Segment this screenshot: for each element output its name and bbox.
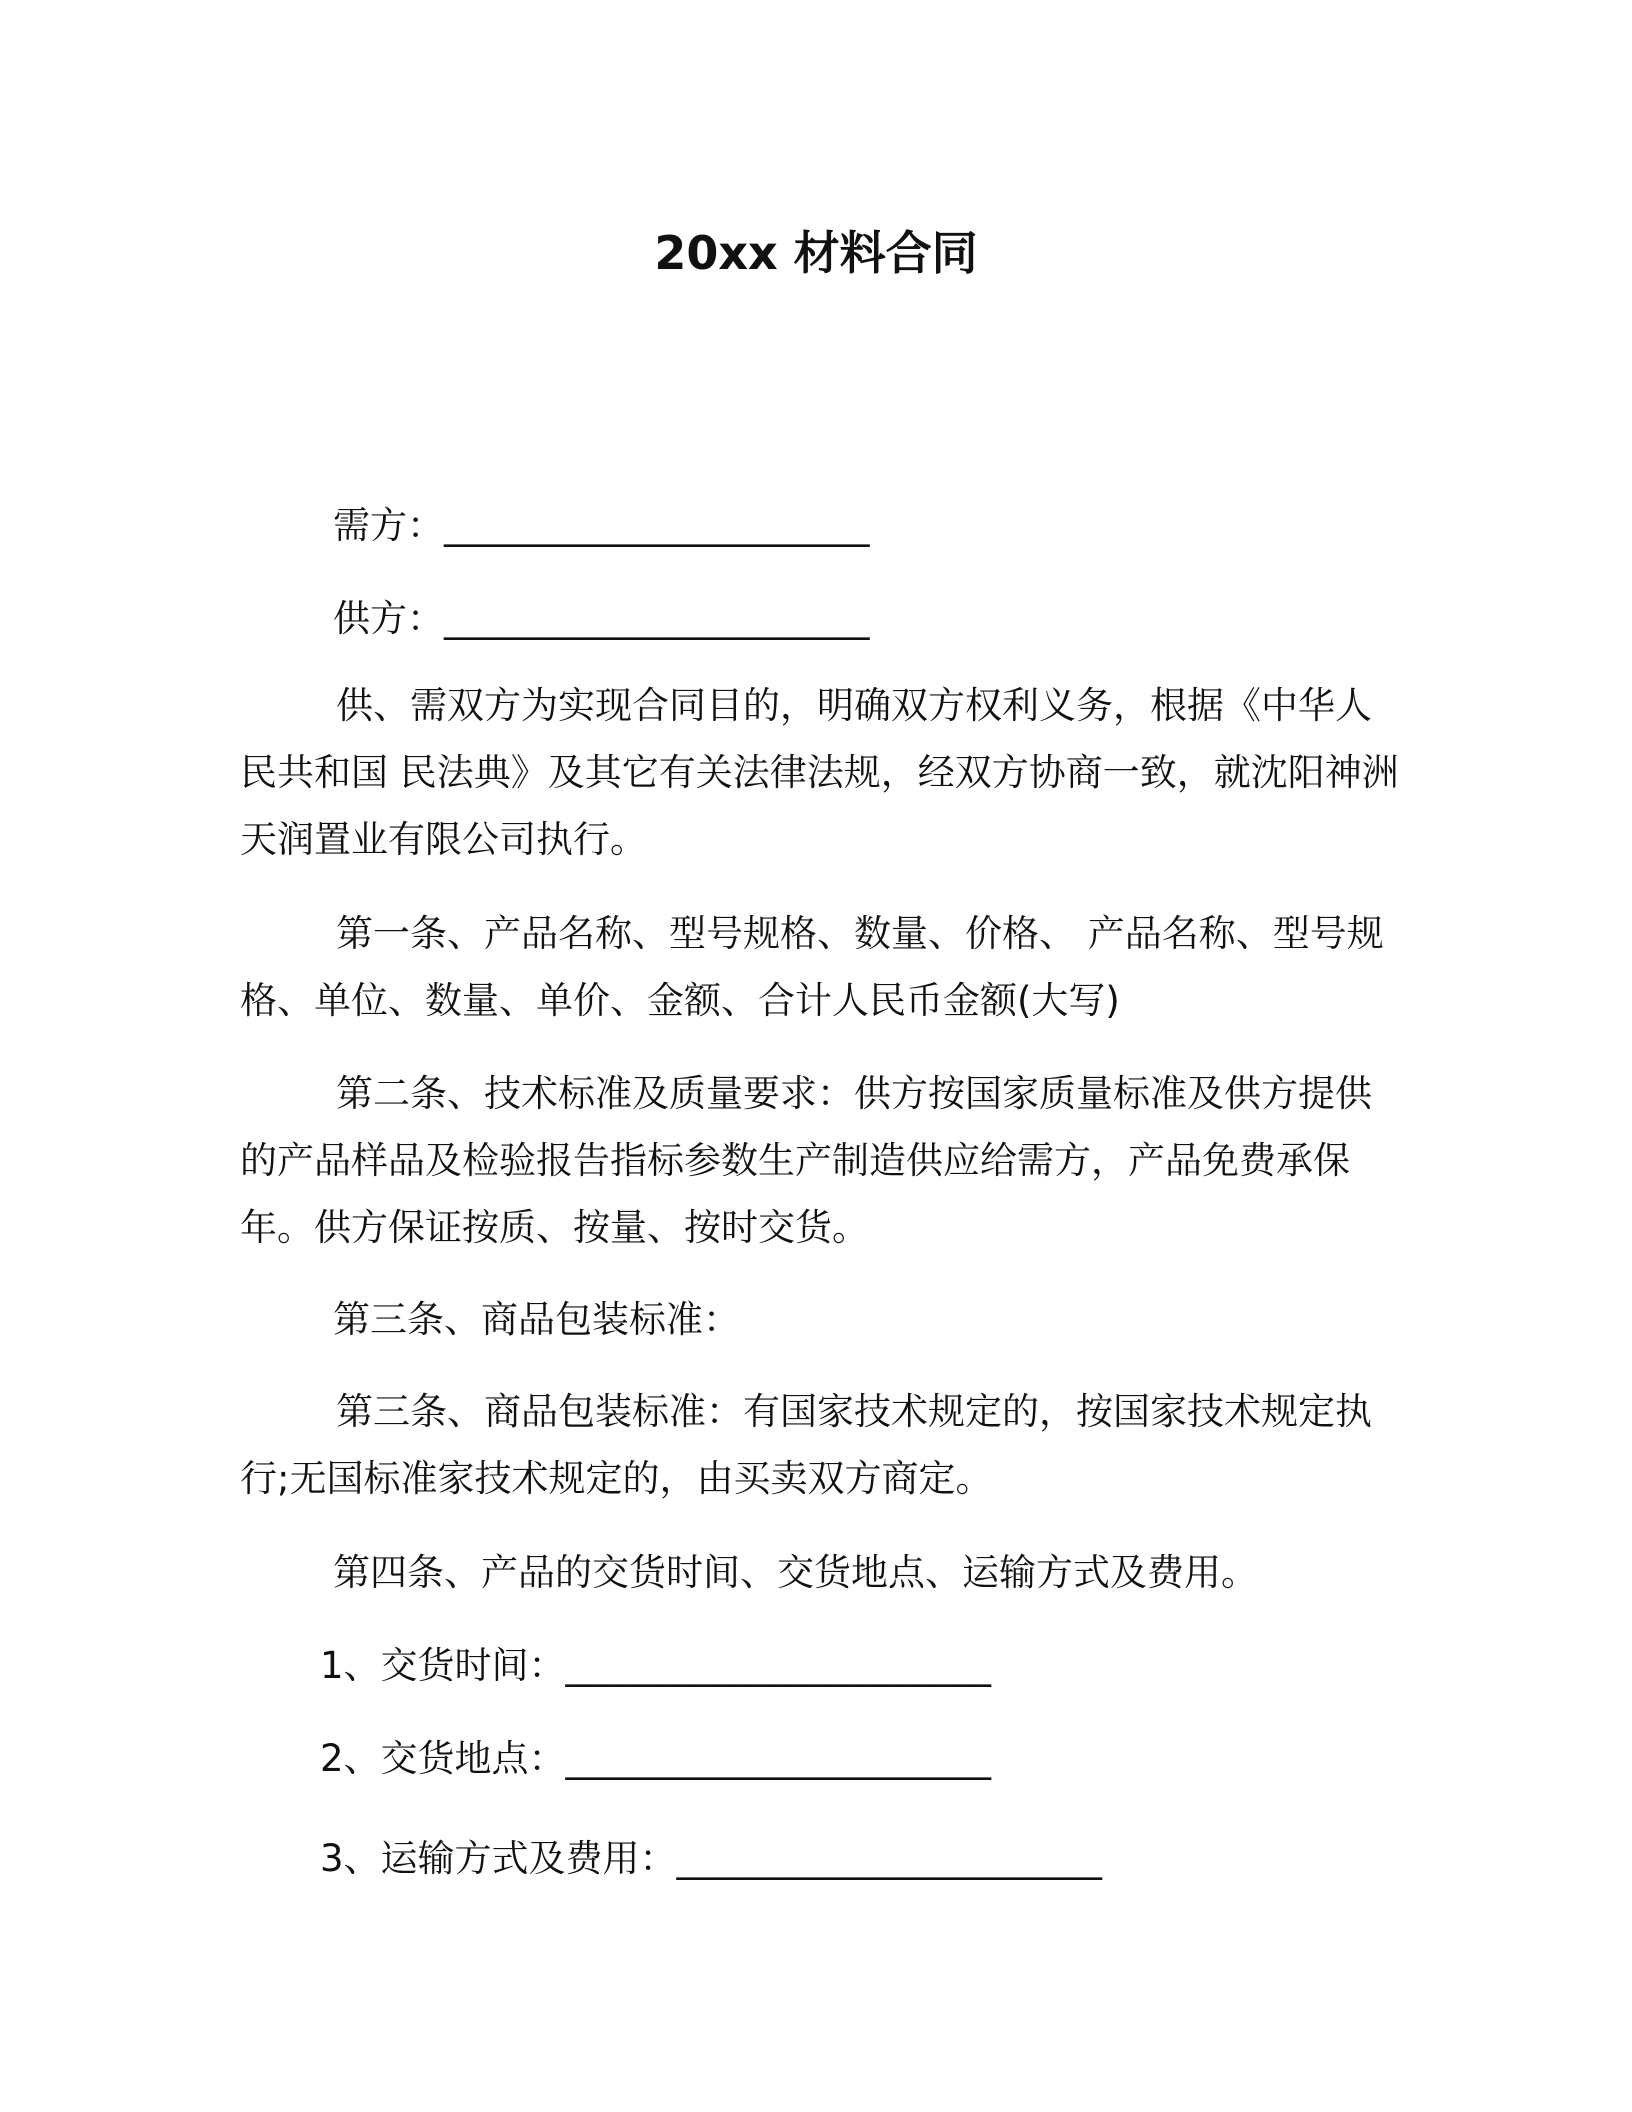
article-4-heading: 第四条、产品的交货时间、交货地点、运输方式及费用。 — [333, 1551, 1258, 1594]
article-1-paragraph: 第一条、产品名称、型号规格、数量、价格、 产品名称、型号规格、单位、数量、单价、金额、合计人民币金额(大写) — [240, 912, 1384, 1022]
document-title: 20xx 材料合同 — [654, 226, 978, 280]
article-3-paragraph: 第三条、商品包装标准：有国家技术规定的，按国家技术规定执行;无国标准家技术规定的，由买卖双方商定。 — [240, 1390, 1372, 1500]
supply-party-line: 供方：_______________________ — [333, 597, 870, 640]
article-2-paragraph: 第二条、技术标准及质量要求：供方按国家质量标准及供方提供的产品样品及检验报告指标参数生产制造供应给需方，产品免费承保年。供方保证按质、按量、按时交货。 — [240, 1072, 1372, 1249]
delivery-time-line: 1、交货时间：_______________________ — [320, 1644, 992, 1687]
transport-method-line: 3、运输方式及费用：_______________________ — [320, 1837, 1103, 1880]
preamble-paragraph: 供、需双方为实现合同目的，明确双方权利义务，根据《中华人民共和国 民法典》及其它有关法律法规，经双方协商一致，就沈阳神洲天润置业有限公司执行。 — [240, 684, 1399, 861]
demand-party-line: 需方：_______________________ — [333, 504, 870, 547]
delivery-location-line: 2、交货地点：_______________________ — [320, 1737, 992, 1780]
article-3-heading: 第三条、商品包装标准： — [333, 1298, 740, 1341]
